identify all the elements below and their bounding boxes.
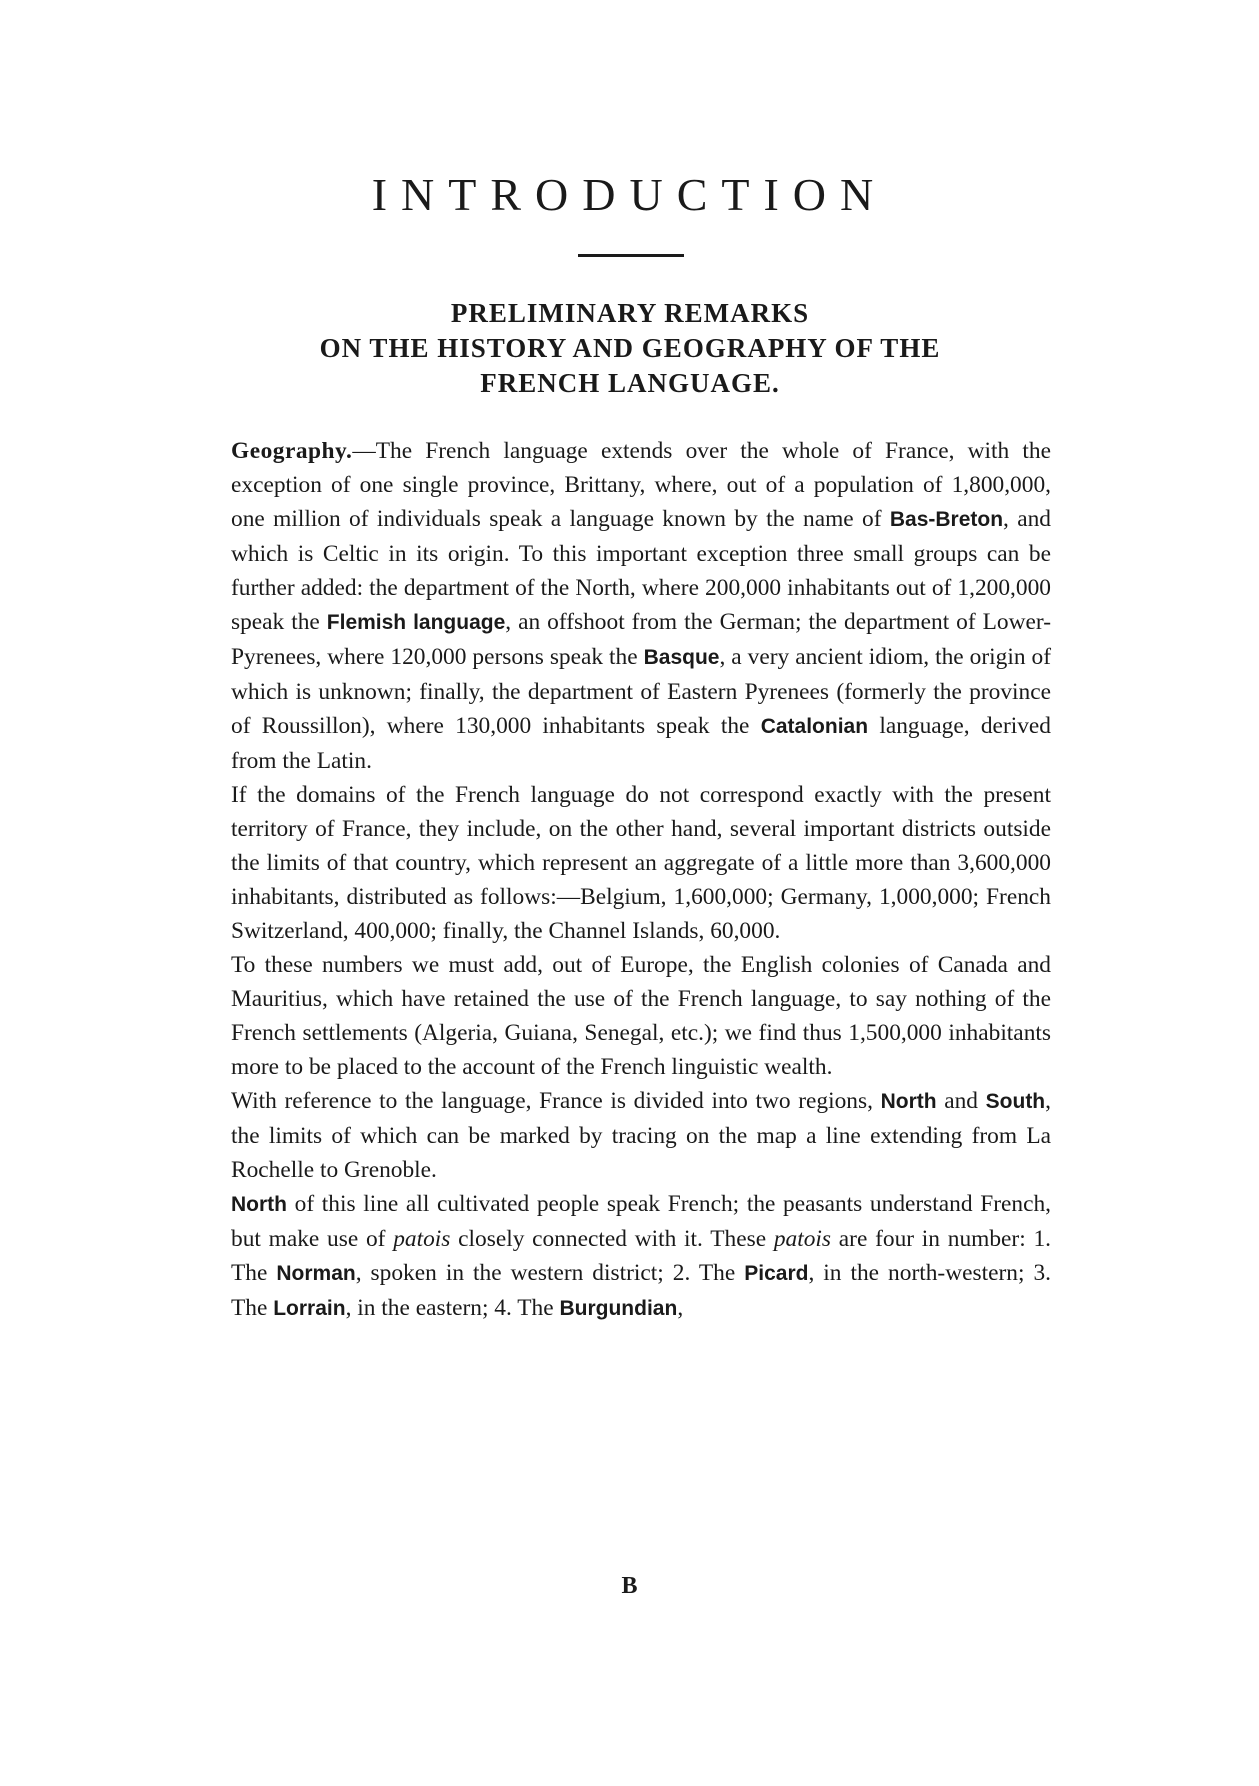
body-text — [231, 434, 1051, 1326]
paragraph-text: , in the eastern; 4. The — [345, 1295, 560, 1321]
heading-line-2: ON THE HISTORY AND GEOGRAPHY OF THE — [319, 333, 941, 363]
paragraph-text: , an offshoot from the German; the department of Lower-Pyrenees, where 120,000 persons speak the — [231, 609, 1052, 670]
term-bas-breton: Bas-Breton — [889, 508, 1004, 531]
paragraph-text: , spoken in the western district; 2. The — [355, 1260, 745, 1286]
term-south: South — [985, 1090, 1046, 1113]
italic-patois: patois — [393, 1226, 451, 1252]
paragraph-text: are four in number: 1. The — [231, 1226, 1051, 1286]
title-rule — [578, 254, 684, 257]
term-burgundian: Burgundian — [559, 1297, 678, 1320]
term-picard: Picard — [744, 1262, 809, 1285]
term-flemish-language: Flemish language — [326, 611, 506, 634]
paragraph-text: , — [677, 1295, 684, 1321]
paragraph-text: closely connected with it. These — [450, 1226, 774, 1252]
term-catalonian: Catalonian — [760, 715, 869, 738]
signature-mark: B — [621, 1573, 638, 1599]
paragraph-text: , a very ancient idiom, the origin of which is unknown; finally, the department of Eastern Pyrenees (formerly the province of Roussillon), where 130,000 inhabitants speak the — [231, 644, 1051, 739]
paragraph-text: —The French language extends over the whole of France, with the exception of one single province, Brittany, where, out of a population of 1,800,000, one million of individuals speak a language known by the name of — [231, 438, 1051, 532]
italic-patois: patois — [773, 1226, 832, 1252]
paragraph-text: , the limits of which can be marked by tracing on the map a line extending from La Rochelle to Grenoble. — [231, 1088, 1051, 1183]
paragraph-colonies: To these numbers we must add, out of Europe, the English colonies of Canada and Mauritius, which have retained the use of the French language, to say nothing of the French settlements (Algeria, Guiana, Senegal, etc.); we find thus 1,500,000 inhabitants more to be placed to the account of the French linguistic wealth. — [231, 952, 1051, 1080]
page-title: INTRODUCTION — [371, 169, 888, 220]
paragraph-geography — [231, 434, 1051, 778]
paragraph-text: With reference to the language, France is divided into two regions, — [231, 1088, 881, 1114]
paragraph-text: of this line all cultivated people speak French; the peasants understand French, but make use of — [231, 1191, 1051, 1252]
section-heading — [180, 296, 1080, 401]
term-lorrain: Lorrain — [273, 1297, 346, 1320]
paragraph-lead-geography: Geography. — [231, 438, 353, 464]
paragraph-regions — [231, 1084, 1051, 1187]
paragraph-domains: If the domains of the French language do not correspond exactly with the present territory of France, they include, on the other hand, several important districts outside the limits of that country, which represent an aggregate of a little more than 3,600,000 inhabitants, distributed as follows:—Belgium, 1,600,000; Germany, 1,000,000; French Switzerland, 400,000; finally, the Channel Islands, 60,000. — [231, 782, 1051, 944]
paragraph-text: language, derived from the Latin. — [231, 713, 1052, 774]
paragraph-text: and — [936, 1088, 986, 1114]
paragraph-north-patois — [231, 1187, 1051, 1326]
term-basque: Basque — [643, 646, 720, 669]
term-north: North — [231, 1193, 287, 1216]
heading-line-1: PRELIMINARY REMARKS — [450, 298, 810, 328]
term-north: North — [880, 1090, 937, 1113]
heading-line-3: FRENCH LANGUAGE. — [480, 368, 780, 398]
term-norman: Norman — [276, 1262, 356, 1285]
paragraph-text: , in the north-western; 3. The — [231, 1260, 1051, 1321]
paragraph-text: , and which is Celtic in its origin. To this important exception three small groups can be further added: the department of the North, where 200,000 inhabitants out of 1,200,000 speak the — [231, 506, 1052, 635]
